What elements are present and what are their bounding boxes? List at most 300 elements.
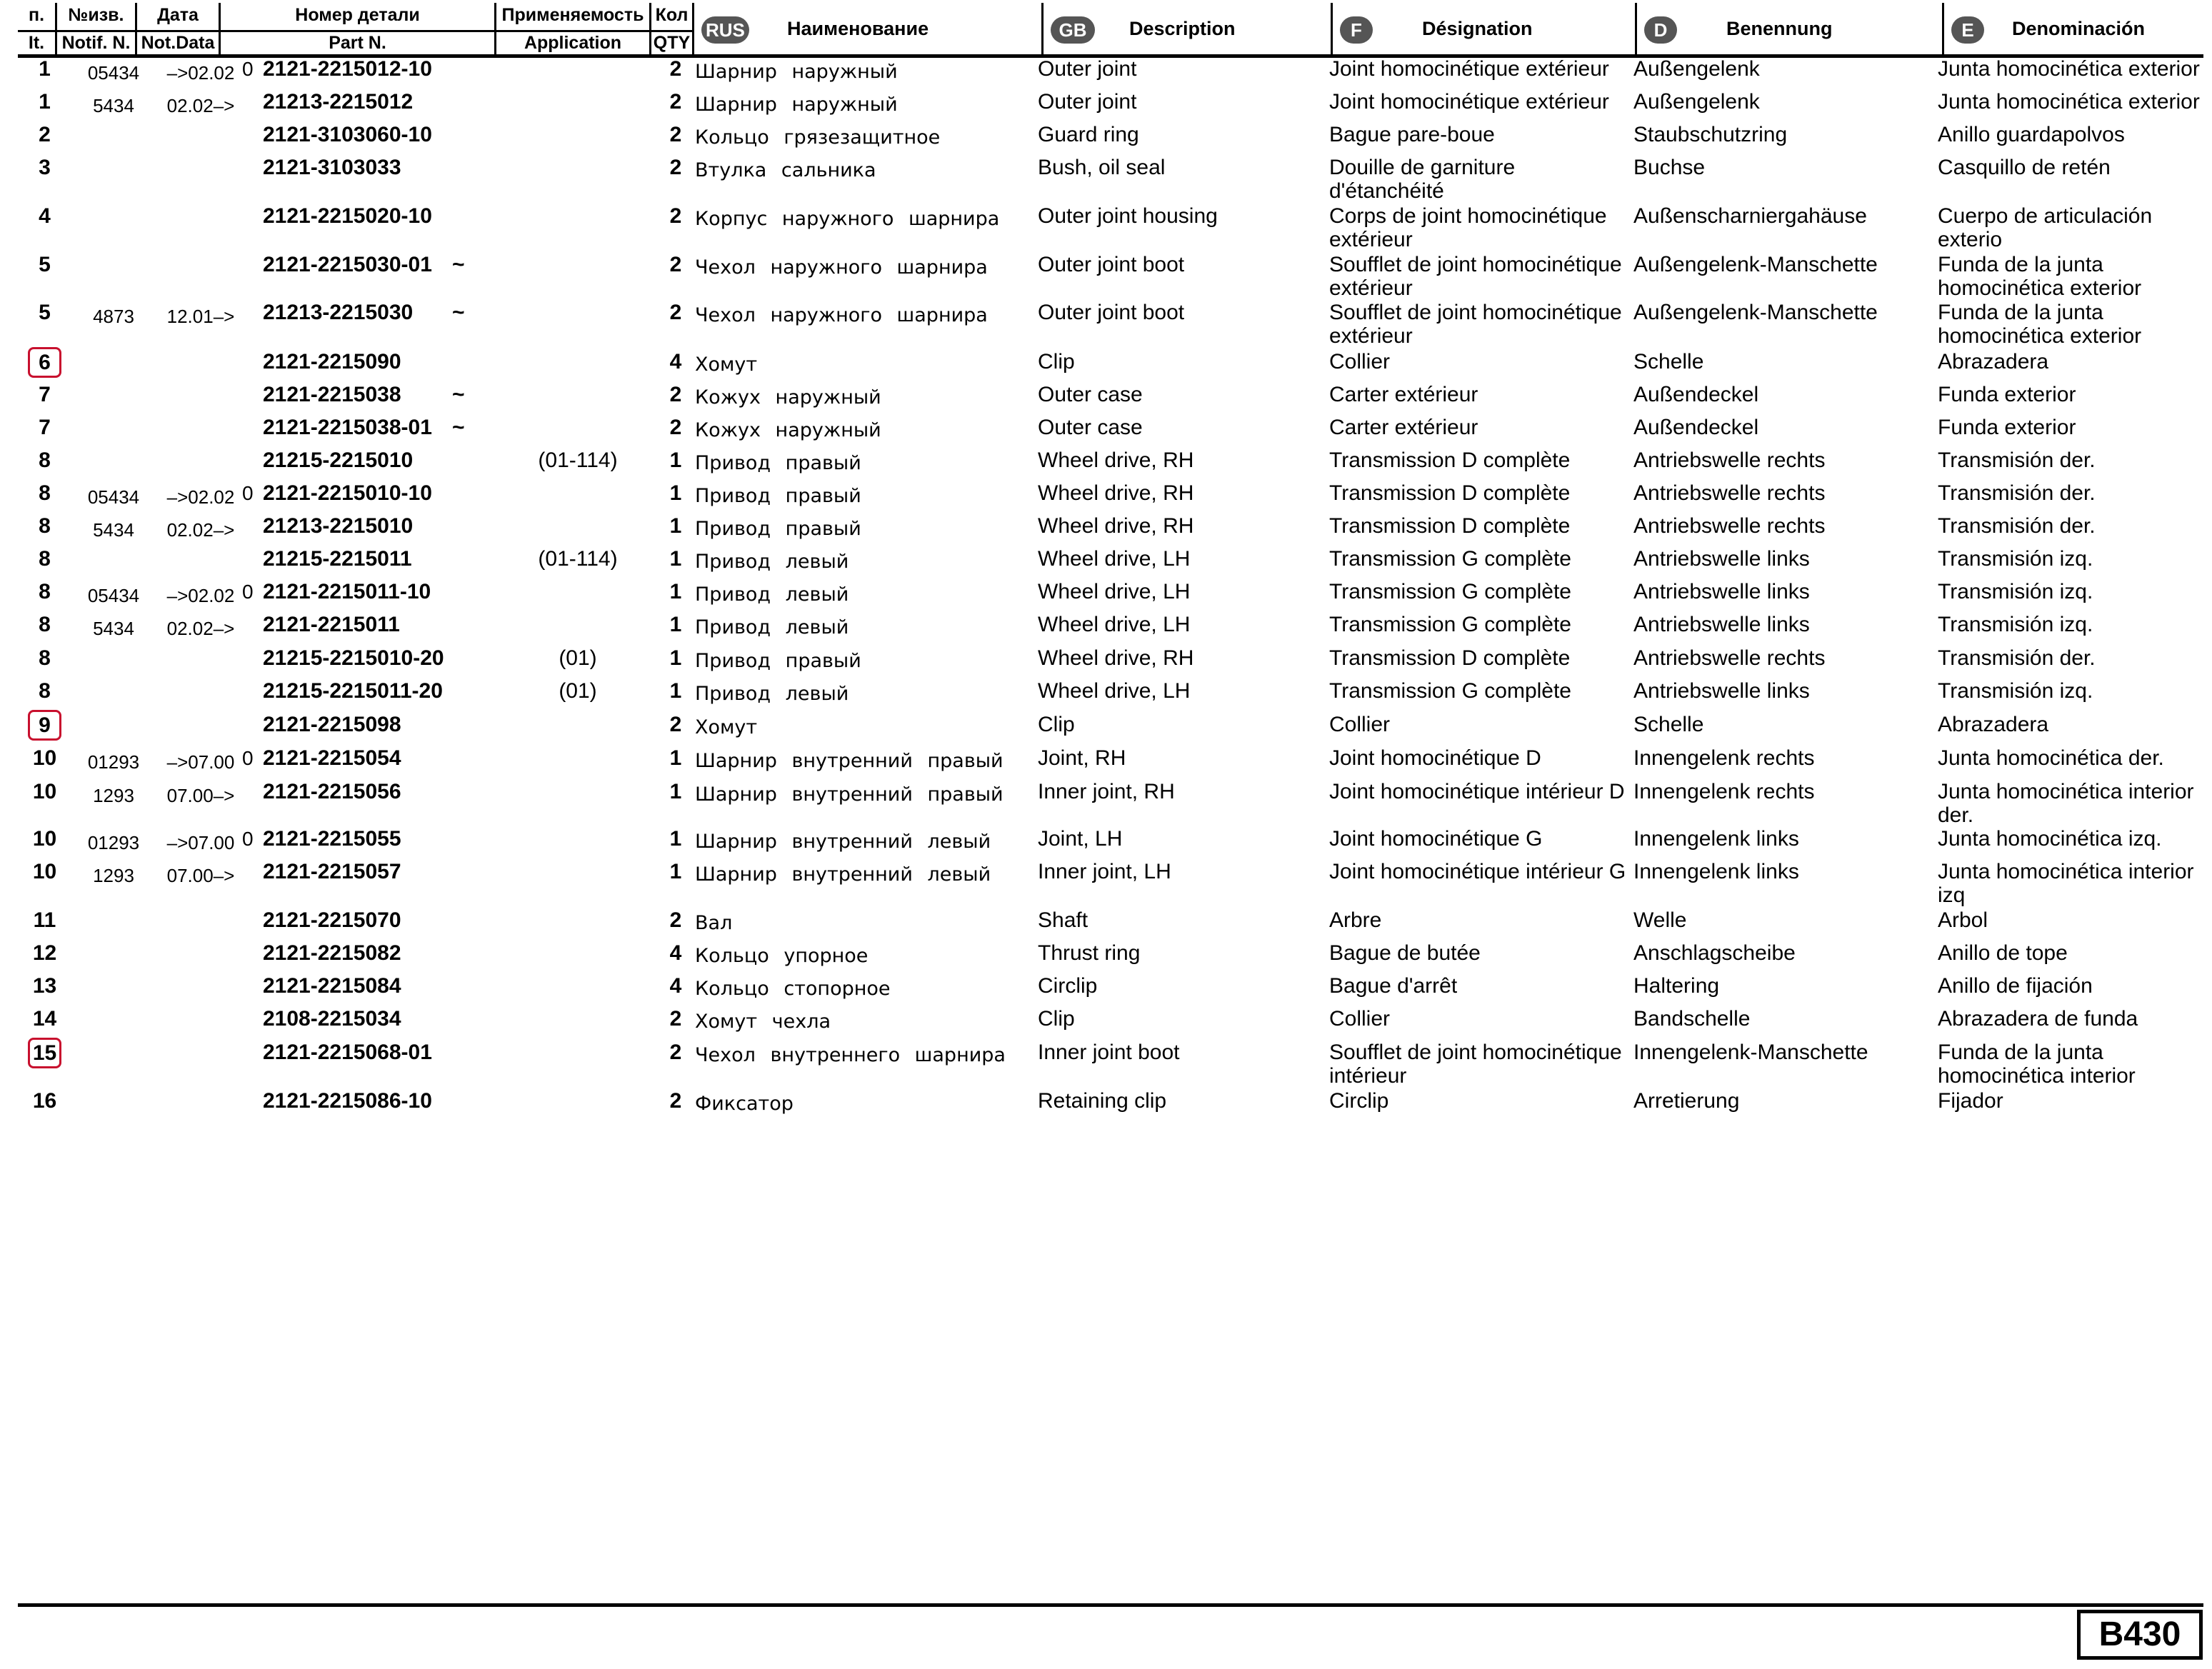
cell-notif: 5434: [93, 519, 134, 541]
lang-badge-e: E: [1951, 16, 1984, 44]
cell-es: Junta homocinética interior der.: [1938, 780, 2194, 827]
cell-rus: Кольцо стопорное: [695, 978, 891, 1000]
cell-de: Außengelenk-Manschette: [1633, 253, 1878, 276]
cell-es: Anillo de fijación: [1938, 974, 2093, 998]
cell-es: Transmisión der.: [1938, 448, 2096, 472]
cell-es: Abrazadera: [1938, 350, 2049, 374]
cell-fr: Joint homocinétique extérieur: [1329, 57, 1609, 81]
cell-rus: Шарнир внутренний левый: [695, 863, 991, 886]
cell-part: 2121-2215056: [263, 780, 401, 803]
cell-fr: Collier: [1329, 1007, 1391, 1031]
cell-rus: Шарнир наружный: [695, 94, 898, 116]
lang-title-e: Denominación: [2012, 18, 2146, 39]
cell-zero: 0: [242, 482, 254, 504]
cell-qty: 4: [669, 350, 682, 374]
header-col-part-ru: Номер детали: [295, 5, 420, 25]
cell-rus: Шарнир внутренний правый: [695, 750, 1004, 772]
cell-gb: Outer joint boot: [1038, 301, 1185, 324]
cell-rus: Привод левый: [695, 616, 849, 638]
cell-gb: Inner joint, RH: [1038, 780, 1175, 803]
cell-es: Arbol: [1938, 908, 1988, 932]
cell-date: 02.02–>: [166, 519, 235, 541]
cell-fr: Transmission D complète: [1329, 514, 1571, 538]
cell-rus: Втулка сальника: [695, 159, 876, 181]
cell-rus: Шарнир внутренний правый: [695, 783, 1004, 806]
cell-de: Schelle: [1633, 713, 1704, 736]
cell-gb: Clip: [1038, 350, 1075, 374]
cell-qty: 1: [669, 780, 682, 803]
cell-it: 8: [39, 514, 51, 538]
cell-notif: 01293: [87, 832, 140, 853]
cell-fr: Joint homocinétique intérieur G: [1329, 860, 1626, 883]
cell-fr: Carter extérieur: [1329, 416, 1478, 439]
cell-rus: Кожух наружный: [695, 386, 881, 409]
cell-part: 2121-2215011: [263, 613, 400, 636]
cell-qty: 2: [669, 383, 682, 406]
cell-notif: 5434: [93, 618, 134, 639]
cell-de: Antriebswelle links: [1633, 580, 1810, 603]
cell-it-highlighted: 15: [28, 1038, 61, 1068]
cell-date: –>07.00: [166, 832, 235, 853]
cell-fr: Arbre: [1329, 908, 1382, 932]
cell-tilde: ~: [452, 253, 465, 276]
cell-gb: Inner joint, LH: [1038, 860, 1171, 883]
cell-gb: Thrust ring: [1038, 941, 1141, 965]
cell-part: 21215-2215010: [263, 448, 414, 472]
cell-gb: Guard ring: [1038, 123, 1139, 146]
cell-gb: Wheel drive, LH: [1038, 547, 1191, 571]
cell-part: 21213-2215030: [263, 301, 414, 324]
cell-part: 2108-2215034: [263, 1007, 401, 1031]
cell-notif: 05434: [87, 486, 140, 508]
cell-it: 4: [39, 204, 51, 228]
cell-fr: Douille de garniture d'étanchéité: [1329, 156, 1516, 203]
cell-de: Haltering: [1633, 974, 1720, 998]
header-col-item-ru: п.: [28, 5, 45, 25]
header-col-application: [496, 3, 651, 54]
header-col-part: [221, 3, 496, 54]
header-col-date: [137, 3, 221, 54]
cell-tilde: ~: [452, 383, 465, 406]
cell-fr: Carter extérieur: [1329, 383, 1478, 406]
cell-part: 2121-2215090: [263, 350, 401, 374]
lang-badge-d: D: [1644, 16, 1677, 44]
cell-part: 2121-2215055: [263, 827, 401, 851]
cell-part: 2121-2215068-01: [263, 1041, 432, 1064]
cell-notif: 4873: [93, 306, 134, 327]
cell-part: 2121-2215011-10: [263, 580, 431, 603]
cell-it: 2: [39, 123, 51, 146]
cell-gb: Clip: [1038, 713, 1075, 736]
cell-rus: Хомут: [695, 716, 758, 738]
parts-table-body: [18, 57, 2211, 1128]
lang-badge-rus: RUS: [701, 16, 749, 44]
cell-gb: Shaft: [1038, 908, 1089, 932]
cell-gb: Wheel drive, RH: [1038, 646, 1194, 670]
cell-zero: 0: [242, 828, 254, 850]
cell-es: Transmisión der.: [1938, 481, 2096, 505]
header-col-item: [18, 3, 57, 54]
cell-qty: 2: [669, 908, 682, 932]
cell-rus: Кожух наружный: [695, 419, 881, 441]
cell-de: Antriebswelle links: [1633, 679, 1810, 703]
cell-fr: Bague d'arrêt: [1329, 974, 1458, 998]
cell-gb: Outer joint boot: [1038, 253, 1185, 276]
cell-es: Funda de la junta homocinética interior: [1938, 1041, 2136, 1088]
cell-de: Innengelenk-Manschette: [1633, 1041, 1868, 1064]
header-col-date-ru: Дата: [157, 5, 199, 25]
cell-fr: Corps de joint homocinétique extérieur: [1329, 204, 1607, 251]
header-col-notif-ru: №изв.: [68, 5, 124, 25]
cell-fr: Transmission G complète: [1329, 580, 1571, 603]
cell-notif: 01293: [87, 751, 140, 773]
cell-notif: 1293: [93, 785, 134, 806]
cell-fr: Joint homocinétique extérieur: [1329, 90, 1609, 114]
cell-rus: Вал: [695, 912, 733, 934]
cell-rus: Чехол внутреннего шарнира: [695, 1044, 1006, 1066]
cell-rus: Привод правый: [695, 485, 861, 507]
cell-de: Antriebswelle rechts: [1633, 448, 1826, 472]
cell-fr: Joint homocinétique G: [1329, 827, 1543, 851]
cell-qty: 4: [669, 974, 682, 998]
cell-qty: 2: [669, 713, 682, 736]
cell-qty: 2: [669, 1041, 682, 1064]
cell-qty: 1: [669, 547, 682, 571]
cell-it: 8: [39, 580, 51, 603]
cell-es: Transmisión der.: [1938, 514, 2096, 538]
cell-part: 2121-2215084: [263, 974, 401, 998]
cell-part: 2121-2215057: [263, 860, 401, 883]
cell-fr: Transmission G complète: [1329, 679, 1571, 703]
cell-de: Außendeckel: [1633, 383, 1759, 406]
cell-gb: Circlip: [1038, 974, 1098, 998]
cell-de: Antriebswelle rechts: [1633, 646, 1826, 670]
cell-es: Junta homocinética exterior: [1938, 90, 2200, 114]
cell-rus: Фиксатор: [695, 1093, 794, 1115]
cell-it: 3: [39, 156, 51, 179]
cell-part: 2121-2215038-01: [263, 416, 432, 439]
cell-es: Cuerpo de articulación exterio: [1938, 204, 2153, 251]
cell-de: Anschlagscheibe: [1633, 941, 1796, 965]
cell-it: 10: [32, 746, 57, 770]
cell-es: Junta homocinética exterior: [1938, 57, 2200, 81]
header-col-qty: [651, 3, 694, 54]
cell-part: 21213-2215010: [263, 514, 414, 538]
cell-fr: Collier: [1329, 713, 1391, 736]
cell-qty: 1: [669, 481, 682, 505]
cell-de: Außengelenk: [1633, 90, 1760, 114]
cell-qty: 1: [669, 646, 682, 670]
header-col-part-en: Part N.: [221, 30, 494, 56]
cell-gb: Inner joint boot: [1038, 1041, 1180, 1064]
cell-it: 7: [39, 416, 51, 439]
cell-de: Staubschutzring: [1633, 123, 1788, 146]
cell-date: 02.02–>: [166, 95, 235, 116]
cell-it: 1: [39, 57, 51, 81]
header-col-application-en: Application: [496, 30, 649, 56]
cell-notif: 1293: [93, 865, 134, 886]
cell-de: Außengelenk-Manschette: [1633, 301, 1878, 324]
cell-gb: Wheel drive, LH: [1038, 679, 1191, 703]
cell-zero: 0: [242, 58, 254, 80]
lang-title-d: Benennung: [1726, 18, 1833, 39]
cell-date: 07.00–>: [166, 865, 235, 886]
cell-es: Anillo de tope: [1938, 941, 2068, 965]
bottom-rule: [18, 1603, 2203, 1607]
cell-fr: Joint homocinétique intérieur D: [1329, 780, 1625, 803]
cell-es: Funda exterior: [1938, 383, 2076, 406]
cell-it: 12: [32, 941, 57, 965]
cell-notif: 5434: [93, 95, 134, 116]
cell-part: 2121-2215098: [263, 713, 401, 736]
cell-app: (01): [559, 679, 597, 703]
header-col-date-en: Not.Data: [137, 30, 219, 56]
cell-notif: 05434: [87, 62, 140, 84]
cell-date: –>02.02: [166, 585, 235, 606]
cell-de: Innengelenk rechts: [1633, 780, 1815, 803]
cell-it: 10: [32, 827, 57, 851]
cell-qty: 2: [669, 156, 682, 179]
cell-fr: Soufflet de joint homocinétique intérieur: [1329, 1041, 1622, 1088]
cell-gb: Bush, oil seal: [1038, 156, 1166, 179]
cell-gb: Outer joint: [1038, 90, 1137, 114]
cell-date: –>02.02: [166, 486, 235, 508]
cell-it: 8: [39, 646, 51, 670]
cell-part: 2121-3103033: [263, 156, 401, 179]
cell-app: (01-114): [538, 448, 618, 472]
cell-fr: Soufflet de joint homocinétique extérieur: [1329, 253, 1622, 300]
cell-gb: Wheel drive, LH: [1038, 613, 1191, 636]
cell-qty: 1: [669, 679, 682, 703]
cell-de: Antriebswelle links: [1633, 613, 1810, 636]
cell-gb: Outer joint housing: [1038, 204, 1218, 228]
cell-fr: Transmission D complète: [1329, 448, 1571, 472]
cell-es: Abrazadera: [1938, 713, 2049, 736]
cell-it: 11: [33, 908, 56, 932]
cell-gb: Wheel drive, LH: [1038, 580, 1191, 603]
cell-it: 8: [39, 448, 51, 472]
cell-rus: Привод правый: [695, 452, 861, 474]
cell-rus: Привод правый: [695, 518, 861, 540]
cell-date: 07.00–>: [166, 785, 235, 806]
cell-part: 2121-3103060-10: [263, 123, 432, 146]
cell-de: Welle: [1633, 908, 1687, 932]
cell-rus: Шарнир внутренний левый: [695, 831, 991, 853]
cell-gb: Wheel drive, RH: [1038, 481, 1194, 505]
header-col-qty-en: QTY: [651, 30, 692, 56]
cell-qty: 1: [669, 580, 682, 603]
cell-fr: Soufflet de joint homocinétique extérieur: [1329, 301, 1622, 348]
cell-qty: 2: [669, 1089, 682, 1113]
cell-tilde: ~: [452, 301, 465, 324]
cell-fr: Circlip: [1329, 1089, 1389, 1113]
cell-date: 12.01–>: [166, 306, 235, 327]
cell-qty: 1: [669, 827, 682, 851]
cell-fr: Transmission G complète: [1329, 613, 1571, 636]
lang-title-rus: Наименование: [787, 18, 929, 39]
cell-it: 8: [39, 481, 51, 505]
cell-gb: Outer joint: [1038, 57, 1137, 81]
cell-it: 13: [32, 974, 57, 998]
page-number: B430: [2077, 1610, 2203, 1660]
cell-notif: 05434: [87, 585, 140, 606]
cell-rus: Хомут чехла: [695, 1011, 831, 1033]
header-lang-f: [1333, 3, 1637, 54]
cell-gb: Outer case: [1038, 416, 1143, 439]
cell-de: Innengelenk links: [1633, 860, 1799, 883]
cell-es: Transmisión der.: [1938, 646, 2096, 670]
cell-fr: Transmission D complète: [1329, 481, 1571, 505]
cell-qty: 1: [669, 613, 682, 636]
cell-de: Schelle: [1633, 350, 1704, 374]
cell-es: Transmisión izq.: [1938, 547, 2093, 571]
cell-it: 10: [32, 860, 57, 883]
cell-es: Junta homocinética izq.: [1938, 827, 2162, 851]
cell-qty: 1: [669, 860, 682, 883]
cell-it: 1: [39, 90, 51, 114]
cell-es: Transmisión izq.: [1938, 613, 2093, 636]
cell-qty: 2: [669, 204, 682, 228]
cell-rus: Привод левый: [695, 683, 849, 705]
cell-it: 5: [39, 253, 51, 276]
cell-part: 2121-2215010-10: [263, 481, 432, 505]
cell-fr: Collier: [1329, 350, 1391, 374]
cell-rus: Привод левый: [695, 583, 849, 606]
cell-part: 2121-2215082: [263, 941, 401, 965]
header-col-application-ru: Применяемость: [501, 5, 644, 25]
cell-es: Abrazadera de funda: [1938, 1007, 2138, 1031]
cell-it: 7: [39, 383, 51, 406]
cell-gb: Retaining clip: [1038, 1089, 1167, 1113]
cell-es: Funda de la junta homocinética exterior: [1938, 253, 2142, 300]
cell-it: 14: [32, 1007, 57, 1031]
cell-part: 2121-2215038: [263, 383, 401, 406]
cell-qty: 2: [669, 1007, 682, 1031]
cell-qty: 1: [669, 448, 682, 472]
cell-es: Transmisión izq.: [1938, 580, 2093, 603]
header-col-qty-ru: Кол: [655, 5, 689, 25]
cell-date: –>02.02: [166, 62, 235, 84]
header-lang-d: [1637, 3, 1944, 54]
lang-badge-f: F: [1340, 16, 1373, 44]
cell-date: 02.02–>: [166, 618, 235, 639]
cell-de: Antriebswelle rechts: [1633, 481, 1826, 505]
header-col-item-en: It.: [18, 30, 55, 56]
cell-rus: Привод правый: [695, 650, 861, 672]
cell-it-highlighted: 6: [28, 347, 61, 378]
cell-es: Casquillo de retén: [1938, 156, 2111, 179]
cell-part: 21215-2215011-20: [263, 679, 443, 703]
cell-fr: Joint homocinétique D: [1329, 746, 1541, 770]
cell-rus: Хомут: [695, 354, 758, 376]
cell-app: (01-114): [538, 547, 618, 571]
cell-qty: 2: [669, 123, 682, 146]
cell-it: 16: [32, 1089, 57, 1113]
cell-de: Innengelenk links: [1633, 827, 1799, 851]
cell-de: Buchse: [1633, 156, 1706, 179]
cell-rus: Шарнир наружный: [695, 61, 898, 83]
cell-fr: Bague de butée: [1329, 941, 1481, 965]
cell-it: 10: [32, 780, 57, 803]
cell-de: Innengelenk rechts: [1633, 746, 1815, 770]
cell-it: 8: [39, 547, 51, 571]
cell-es: Fijador: [1938, 1089, 2003, 1113]
cell-it: 8: [39, 679, 51, 703]
cell-de: Antriebswelle links: [1633, 547, 1810, 571]
cell-de: Antriebswelle rechts: [1633, 514, 1826, 538]
cell-part: 21215-2215010-20: [263, 646, 444, 670]
cell-de: Außendeckel: [1633, 416, 1759, 439]
lang-title-gb: Description: [1129, 18, 1236, 39]
cell-part: 2121-2215020-10: [263, 204, 432, 228]
cell-it-highlighted: 9: [28, 710, 61, 741]
cell-rus: Кольцо упорное: [695, 945, 869, 967]
cell-es: Funda exterior: [1938, 416, 2076, 439]
cell-fr: Bague pare-boue: [1329, 123, 1495, 146]
cell-fr: Transmission G complète: [1329, 547, 1571, 571]
cell-qty: 2: [669, 90, 682, 114]
cell-rus: Привод левый: [695, 551, 849, 573]
cell-tilde: ~: [452, 416, 465, 439]
cell-date: –>07.00: [166, 751, 235, 773]
cell-qty: 2: [669, 57, 682, 81]
cell-es: Anillo guardapolvos: [1938, 123, 2125, 146]
cell-part: 2121-2215070: [263, 908, 401, 932]
header-col-notif: [57, 3, 137, 54]
cell-rus: Чехол наружного шарнира: [695, 304, 988, 326]
cell-rus: Чехол наружного шарнира: [695, 256, 988, 279]
cell-es: Transmisión izq.: [1938, 679, 2093, 703]
cell-qty: 2: [669, 253, 682, 276]
cell-qty: 2: [669, 301, 682, 324]
cell-part: 21215-2215011: [263, 547, 412, 571]
cell-gb: Wheel drive, RH: [1038, 514, 1194, 538]
cell-rus: Кольцо грязезащитное: [695, 126, 941, 149]
cell-gb: Joint, LH: [1038, 827, 1123, 851]
cell-part: 2121-2215054: [263, 746, 401, 770]
cell-fr: Transmission D complète: [1329, 646, 1571, 670]
cell-gb: Wheel drive, RH: [1038, 448, 1194, 472]
cell-qty: 1: [669, 514, 682, 538]
cell-it: 5: [39, 301, 51, 324]
cell-gb: Outer case: [1038, 383, 1143, 406]
header-lang-e: [1944, 3, 2203, 54]
lang-title-f: Désignation: [1422, 18, 1533, 39]
cell-es: Funda de la junta homocinética exterior: [1938, 301, 2142, 348]
cell-rus: Корпус наружного шарнира: [695, 208, 1000, 230]
lang-badge-gb: GB: [1051, 16, 1095, 44]
cell-de: Außengelenk: [1633, 57, 1760, 81]
cell-part: 21213-2215012: [263, 90, 414, 114]
cell-es: Junta homocinética der.: [1938, 746, 2164, 770]
cell-part: 2121-2215086-10: [263, 1089, 432, 1113]
cell-app: (01): [559, 646, 597, 670]
cell-es: Junta homocinética interior izq: [1938, 860, 2194, 907]
cell-gb: Joint, RH: [1038, 746, 1126, 770]
cell-de: Außenscharniergahäuse: [1633, 204, 1867, 228]
cell-zero: 0: [242, 747, 254, 769]
cell-de: Arretierung: [1633, 1089, 1740, 1113]
header-lang-rus: [694, 3, 1044, 54]
cell-qty: 4: [669, 941, 682, 965]
header-lang-gb: [1044, 3, 1333, 54]
header-col-notif-en: Notif. N.: [57, 30, 135, 56]
table-header: [18, 3, 2203, 58]
cell-de: Bandschelle: [1633, 1007, 1751, 1031]
cell-qty: 2: [669, 416, 682, 439]
cell-gb: Clip: [1038, 1007, 1075, 1031]
cell-qty: 1: [669, 746, 682, 770]
